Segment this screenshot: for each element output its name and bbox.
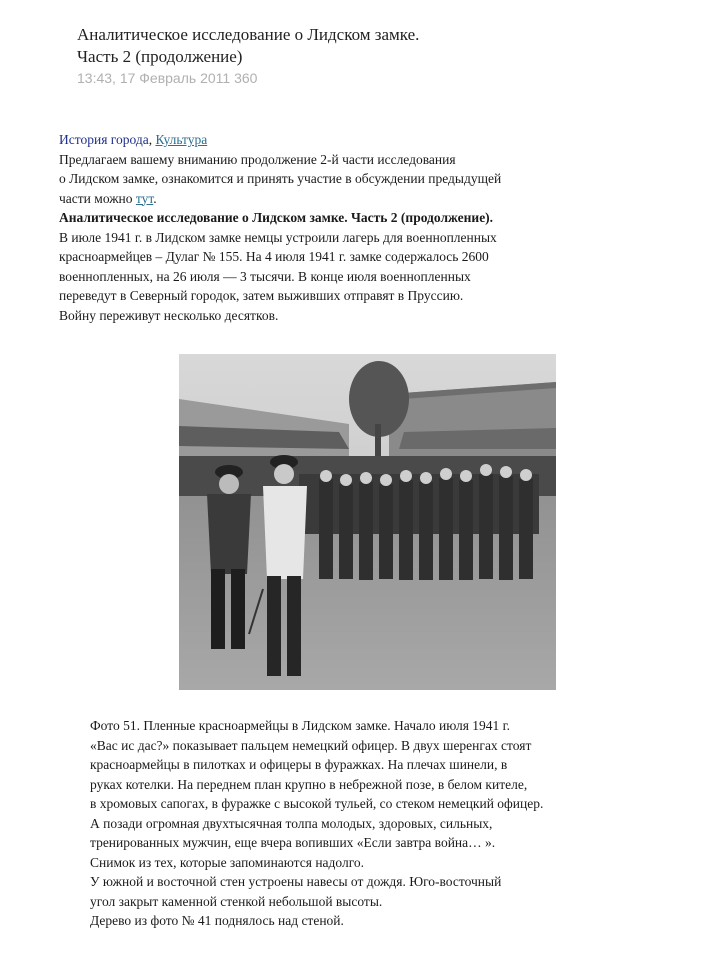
intro-line3-before: части можно (59, 190, 136, 206)
article-title-line2: Часть 2 (продолжение) (77, 47, 243, 66)
category-culture-link[interactable]: Культура (155, 132, 208, 147)
caption-line10: угол закрыт каменной стенкой небольшой высоты. (90, 893, 383, 909)
caption-line7: тренированных мужчин, еще вчера вопивших «Если завтра война… ». (90, 835, 496, 850)
intro-paragraph-line4: переведут в Северный городок, затем выживших отправят в Пруссию. (59, 288, 464, 303)
caption-line8: Снимок из тех, которые запоминаются надолго. (90, 854, 365, 870)
caption-line2: «Вас ис дас?» показывает пальцем немецкий офицер. В двух шеренгах стоят (90, 737, 532, 753)
intro-paragraph-line5: Войну переживут несколько десятков. (59, 307, 279, 323)
section-heading: Аналитическое исследование о Лидском замке. Часть 2 (продолжение). (59, 210, 494, 225)
intro-line3 (59, 189, 679, 209)
photo-caption (90, 716, 690, 931)
caption-line11: Дерево из фото № 41 поднялось над стеной. (90, 913, 344, 928)
intro-line3-after: . (153, 190, 157, 206)
intro-line2: о Лидском замке, ознакомится и принять участие в обсуждении предыдущей (59, 171, 502, 186)
category-history[interactable]: История города (59, 132, 149, 147)
caption-line4: руках котелки. На переднем план крупно в небрежной позе, в белом кителе, (90, 776, 528, 792)
category-line (59, 130, 679, 150)
caption-line1: Фото 51. Пленные красноармейцы в Лидском замке. Начало июля 1941 г. (90, 718, 511, 733)
article-title-line1: Аналитическое исследование о Лидском замке. (77, 25, 420, 44)
intro-paragraph-line2: красноармейцев – Дулаг № 155. На 4 июля 1941 г. замке содержалось 2600 (59, 249, 489, 264)
caption-line6: А позади огромная двухтысячная толпа молодых, здоровых, сильных, (90, 815, 493, 831)
intro-line1: Предлагаем вашему вниманию продолжение 2-й части исследования (59, 151, 456, 167)
intro-paragraph-line3: военнопленных, на 26 июля — 3 тысячи. В конце июля военнопленных (59, 268, 471, 284)
caption-line9: У южной и восточной стен устроены навесы от дождя. Юго-восточный (90, 874, 502, 889)
article-meta: 13:43, 17 Февраль 2011 360 (77, 70, 258, 86)
category-separator: , (148, 132, 156, 147)
historical-photo (179, 354, 556, 690)
article-title (77, 24, 419, 68)
article-intro (59, 130, 679, 325)
caption-line5: в хромовых сапогах, в фуражке с высокой тульей, со стеком немецкий офицер. (90, 796, 544, 811)
caption-line3: красноармейцы в пилотках и офицеры в фуражках. На плечах шинели, в (90, 757, 508, 772)
previous-part-link[interactable]: тут (135, 190, 154, 206)
intro-paragraph-line1: В июле 1941 г. в Лидском замке немцы устроили лагерь для военнопленных (59, 229, 497, 245)
